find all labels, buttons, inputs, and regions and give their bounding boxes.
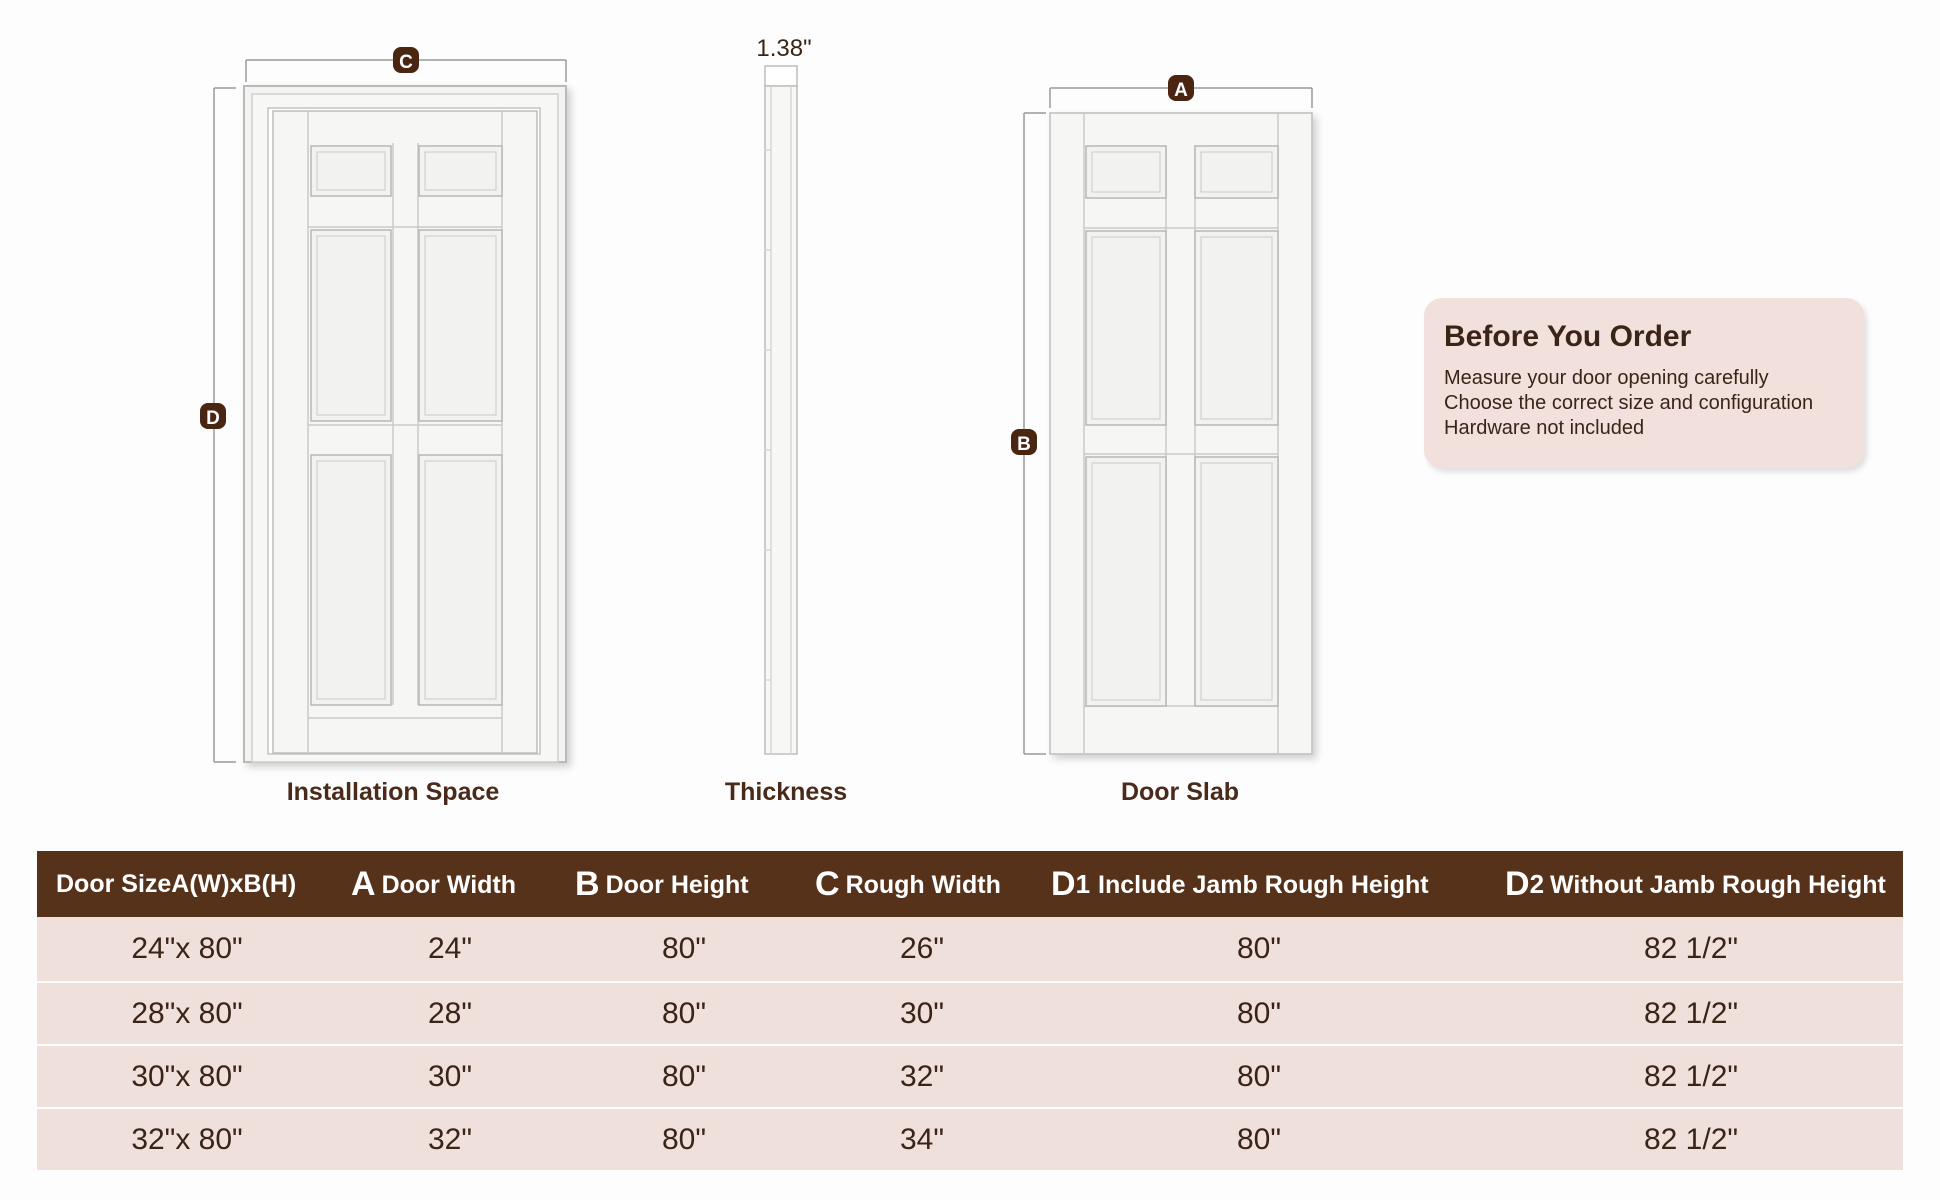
cell-without-jamb: 82 1/2" (1479, 1108, 1903, 1170)
installation-space-door (244, 86, 566, 762)
marker-b-letter: B (1017, 434, 1031, 455)
marker-c (393, 47, 419, 73)
thickness-value: 1.38" (756, 35, 812, 62)
header-label: Door SizeA(W)xB(H) (56, 869, 297, 898)
header-label: Include Jamb Rough Height (1098, 870, 1429, 899)
marker-c-letter: C (399, 52, 413, 73)
cell-door-size: 28"x 80" (37, 982, 337, 1045)
cell-door-width: 24" (337, 917, 563, 982)
cell-rough-width: 32" (805, 1045, 1039, 1108)
cell-door-height: 80" (563, 1045, 805, 1108)
header-label: Door Width (381, 870, 517, 899)
cell-door-size: 24"x 80" (37, 917, 337, 982)
door-slab (1050, 113, 1312, 754)
cell-door-size: 30"x 80" (37, 1045, 337, 1108)
header-letter: B (575, 864, 600, 903)
cell-rough-width: 26" (805, 917, 1039, 982)
header-door-width (337, 851, 563, 917)
header-label: Without Jamb Rough Height (1550, 870, 1886, 899)
cell-include-jamb: 80" (1039, 982, 1479, 1045)
header-letter: D (1505, 864, 1530, 903)
header-door-size (37, 851, 337, 917)
header-without-jamb (1479, 851, 1903, 917)
header-subscript: 2 (1529, 868, 1545, 899)
cell-door-height: 80" (563, 982, 805, 1045)
cell-door-width: 28" (337, 982, 563, 1045)
header-letter: C (815, 864, 840, 903)
header-door-height (563, 851, 805, 917)
marker-a (1168, 75, 1194, 101)
order-card-line: Choose the correct size and configuration (1444, 392, 1814, 414)
table-row (37, 982, 1903, 1045)
table-row (37, 1045, 1903, 1108)
caption-door-slab: Door Slab (1120, 778, 1240, 806)
marker-d-letter: D (206, 408, 220, 429)
cell-door-width: 32" (337, 1108, 563, 1170)
cell-rough-width: 30" (805, 982, 1039, 1045)
header-label: Rough Width (845, 870, 1001, 899)
order-card-line: Measure your door opening carefully (1444, 367, 1769, 389)
cell-door-height: 80" (563, 1108, 805, 1170)
cell-include-jamb: 80" (1039, 1108, 1479, 1170)
table-header-row (37, 851, 1903, 917)
cell-without-jamb: 82 1/2" (1479, 982, 1903, 1045)
cell-door-size: 32"x 80" (37, 1108, 337, 1170)
table-row (37, 1108, 1903, 1170)
marker-d (200, 403, 226, 429)
header-rough-width (805, 851, 1039, 917)
table-row (37, 917, 1903, 982)
marker-b (1011, 429, 1037, 455)
marker-a-letter: A (1174, 80, 1188, 101)
header-subscript: 1 (1075, 868, 1091, 899)
header-letter: A (351, 864, 376, 903)
before-you-order-card (1424, 298, 1864, 468)
cell-door-height: 80" (563, 917, 805, 982)
cell-door-width: 30" (337, 1045, 563, 1108)
header-letter: D (1051, 864, 1076, 903)
cell-without-jamb: 82 1/2" (1479, 917, 1903, 982)
door-size-table (37, 851, 1903, 1170)
order-card-line: Hardware not included (1444, 417, 1645, 439)
cell-include-jamb: 80" (1039, 1045, 1479, 1108)
cell-include-jamb: 80" (1039, 917, 1479, 982)
cell-rough-width: 34" (805, 1108, 1039, 1170)
order-card-title: Before You Order (1444, 320, 1692, 353)
header-include-jamb (1039, 851, 1479, 917)
caption-installation-space: Installation Space (286, 778, 500, 806)
header-label: Door Height (605, 870, 749, 899)
cell-without-jamb: 82 1/2" (1479, 1045, 1903, 1108)
caption-thickness: Thickness (724, 778, 848, 806)
thickness-side-view (765, 66, 797, 754)
